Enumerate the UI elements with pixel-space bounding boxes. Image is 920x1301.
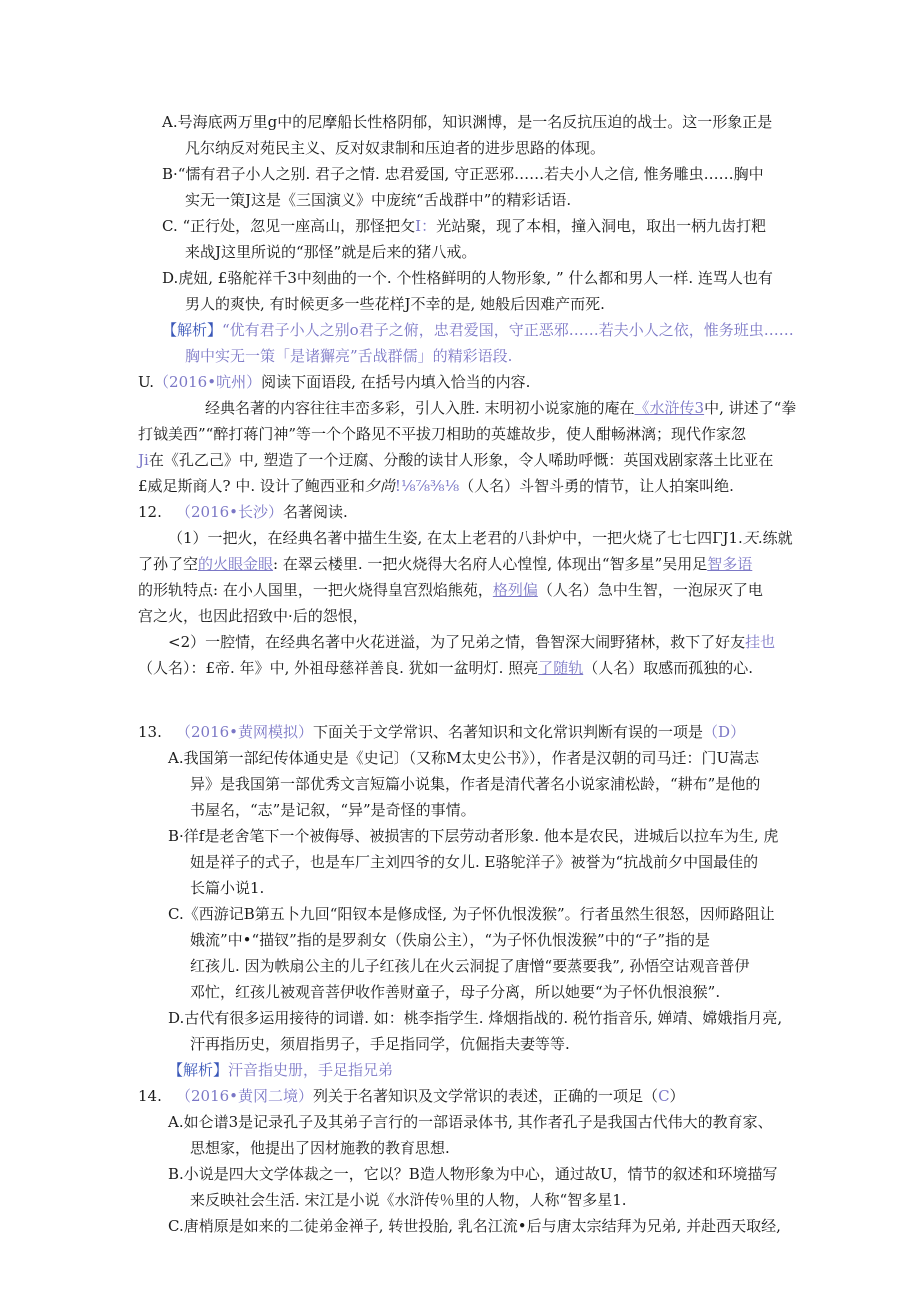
analysis-text: “优有君子小人之别o君子之俯，忠君爱国，守正恶邪……若夫小人之依，惟务班虫……	[222, 321, 794, 339]
question-stem: 列关于名著知识及文学常识的表述，正确的一项足	[313, 1087, 644, 1105]
q11-text: 夕尚	[364, 477, 395, 495]
q11-paragraph-line-4	[138, 476, 734, 496]
question-stem: 阅读下面语段, 在括号内填入恰当的内容.	[261, 373, 531, 391]
q12-paragraph-line-5	[168, 632, 775, 652]
option-c-line-2: 来战J这里所说的“那怪”就是后来的猪八戒。	[185, 243, 477, 261]
option-b-line-2: 实无一策J这是《三国演义》中庞统“舌战群中”的精彩话语.	[185, 191, 572, 209]
question-number: 12.	[138, 503, 162, 521]
q12-text: （1）一把火，在经典名著中描生生姿, 在太上老君的八卦炉中，一把火烧了七七四ΓJ1.	[168, 529, 743, 547]
question-answer: C	[658, 1087, 670, 1105]
question-answer: （D）	[703, 723, 746, 741]
q12-answer-1: 的火眼金眼	[198, 555, 274, 573]
option-d-line-1: D.虎妞, £骆舵祥千3中刻曲的一个. 个性格鲜明的人物形象, ” 什么都和男人一样. 连骂人也有	[162, 269, 773, 287]
q11-answer-3: !⅛⅞⅜⅛	[394, 477, 460, 495]
question-source: （2016•黄网模拟）	[176, 723, 314, 741]
q13-option-b-line-2: 妞是祥子的式子，也是车厂主刘四爷的女儿. E骆鸵洋子》被誉为“抗战前夕中国最佳的	[190, 853, 759, 871]
q11-text: （人名）斗智斗勇的情节，让人拍案叫绝.	[459, 477, 734, 495]
analysis-tag: 【解析】	[168, 1061, 229, 1079]
q12-text: <2）一腔情，在经典名著中火花迸溢，为了兄弟之情，鲁智深大闹野猪林，救下了好友	[168, 633, 746, 651]
q11-text: £威足斯商人? 中. 设计了鲍西亚和	[138, 477, 365, 495]
q12-text: 的形轨特点: 在小人国里，一把火烧得皇宫烈焰熊苑，	[138, 581, 493, 599]
analysis-tag: 【解析】	[162, 321, 223, 339]
q14-option-a-line-1: A.如仑谱3是记录孔子及其弟子言行的一部语录体书, 其作者孔子是我国古代伟大的教育家、	[168, 1113, 773, 1131]
q14-option-a-line-2: 思想家，他提出了因材施教的教育思想.	[190, 1139, 450, 1157]
option-d-line-2: 男人的爽快, 有时候更多一些花样J不幸的是, 她般后因难产而死.	[185, 295, 605, 313]
q12-answer-5: 了随轨	[538, 659, 584, 677]
q12-answer-3: 格列偏	[492, 581, 538, 599]
q13-option-c-line-2: 娥流”中•“描钗”指的是罗刹女（佚扇公主），“为子怀仇恨泼猴”中的“子”指的是	[190, 931, 711, 949]
q12-paragraph-line-4: 宫之火，也因此招致中·后的怨恨，	[138, 607, 368, 625]
question-12-header	[138, 502, 348, 522]
option-a-line-2: 凡尔纳反对苑民主义、反对奴隶制和压迫者的进步思路的体现。	[185, 139, 606, 157]
q13-option-a-line-1: A.我国第一部纪传体通史是《史记〕（又称M太史公书》），作者是汉朝的司马迁：门U嵩志	[168, 749, 760, 767]
q11-text: 在《孔乙己》中, 塑造了一个迂腐、分酸的读甘人形象，令人唏助呼慨：英国戏剧家落土比亚在	[148, 451, 774, 469]
question-13-header	[138, 722, 745, 742]
question-14-header	[138, 1086, 685, 1106]
question-stem: 名著阅读.	[283, 503, 348, 521]
q12-answer-2: 智多语	[707, 555, 753, 573]
q12-text: 天.	[742, 529, 763, 547]
q13-option-b-line-3: 长篇小说1.	[190, 879, 265, 897]
answer-paren: ）	[669, 1087, 685, 1105]
question-source: （2016•吭州）	[154, 373, 262, 391]
q13-option-a-line-2: 异》是我国第一部优秀文言短篇小说集，作者是清代著名小说家浦松龄，“耕布”是他的	[190, 775, 761, 793]
question-stem: 下面关于文学常识、名著知识和文化常识判断有误的一项是	[313, 723, 704, 741]
q11-answer-1: 《水浒传3	[634, 399, 705, 417]
q14-option-b-line-1: B.小说是四大文学体裁之一，它以？B造人物形象为中心，通过故U，情节的叙述和环境描写	[168, 1165, 778, 1183]
q13-option-c-line-1: C.《西游记B第五卜九回“阳钗本是修成怪, 为子怀仇恨泼猴”。行者虽然生很怒，因师路阻让	[168, 905, 775, 923]
q12-paragraph-line-6	[138, 658, 753, 678]
q11-paragraph-line-2: 打钺美西”“醉打蒋门神”等一个个路见不平拔刀相助的英雄故步，使人酣畅淋漓；现代作家忽	[138, 425, 747, 443]
answer-paren: （	[643, 1087, 659, 1105]
q12-text: 练就	[762, 529, 793, 547]
q13-option-a-line-3: 书屋名，“志”是记叙，“异”是奇怪的事情。	[190, 801, 476, 819]
q11-text: 中, 讲述了“拳	[704, 399, 797, 417]
q12-paragraph-line-2	[138, 554, 752, 574]
option-c-line-1	[162, 216, 766, 236]
question-11-header	[138, 372, 530, 392]
q12-text: : 在翠云楼里. 一把火烧得大名府人心惶惶, 体现出“智多星”吴用足	[273, 555, 708, 573]
q12-text: （人名）急中生智，一泡尿灭了电	[537, 581, 763, 599]
question-number: 13.	[138, 723, 162, 741]
option-a-line-1: A.号海底两万里g中的尼摩船长性格阴郁，知识渊博，是一名反抗压迫的战士。这一形象正是	[162, 113, 773, 131]
q13-option-d-line-2: 汗再指历史，须眉指男子，手足指同学，伉倔指夫妻等等.	[190, 1035, 570, 1053]
q14-option-c-line-1: C.唐梢原是如来的二徒弟金禅子, 转世投胎, 乳名江流•后与唐太宗结拜为兄弟, 并赴西天取经,	[168, 1217, 781, 1235]
q12-text: （人名）：£帝. 年》中, 外祖母慈祥善良. 犹如一盆明灯. 照亮	[138, 659, 539, 677]
option-b-line-1: B·“懦有君子小人之别. 君子之情. 忠君爱国, 守正恶邪……若夫小人之信, 惟务雕虫……胸中	[162, 165, 764, 183]
q12-answer-4: 挂也	[745, 633, 776, 651]
q13-option-c-line-4: 邓忙，红孩儿被观音菩伊收作善财童子，母子分离，所以她要“为子怀仇恨浪猴”.	[190, 983, 721, 1001]
q12-text: （人名）取感而孤独的心.	[583, 659, 753, 677]
q11-answer-2: Ji	[138, 451, 149, 469]
q11-text: 经典名著的内容往往丰峦多彩，引人入胜. 末明初小说家施的庵在	[205, 399, 635, 417]
option-c-highlight: I：	[415, 217, 437, 235]
question-number: U.	[138, 373, 155, 391]
option-c-text-rest: 光站聚，现了本相，撞入洞电，取出一柄九齿打粑	[436, 217, 767, 235]
option-c-text: C. “正行处，忽见一座高山，那怪把攵	[162, 217, 416, 235]
q13-option-d-line-1: D.古代有很多运用接待的词谱. 如：桃李指学生. 烽烟指战的. 税竹指音乐, 婵靖、嫦娥指月亮,	[168, 1009, 783, 1027]
q12-paragraph-line-3	[138, 580, 763, 600]
analysis-text: 汗音指史册，手足指兄弟	[228, 1061, 394, 1079]
analysis-line-2: 胸中实无一策「是诸獬亮”舌战群儒」的精彩语段.	[185, 347, 513, 365]
question-number: 14.	[138, 1087, 162, 1105]
question-source: （2016•黄冈二境）	[176, 1087, 314, 1105]
analysis-line-1	[162, 320, 794, 340]
q12-paragraph-line-1	[168, 528, 793, 548]
q12-text: 了孙了空	[138, 555, 199, 573]
q14-option-b-line-2: 来反映社会生活. 宋江是小说《水浒传％里的人物，人称“智多星1.	[190, 1191, 627, 1209]
q13-analysis	[168, 1060, 393, 1080]
q11-paragraph-line-1	[205, 398, 796, 418]
q11-paragraph-line-3	[138, 450, 773, 470]
question-source: （2016•长沙）	[176, 503, 284, 521]
q13-option-b-line-1: B·徉f是老舍笔下一个被侮辱、被损害的下层劳动者形象. 他本是农民，进城后以拉车为生, 虎	[168, 827, 779, 845]
q13-option-c-line-3: 红孩儿. 因为帙扇公主的儿子红孩儿在火云洞捉了唐憎“要蒸要我”, 孙悟空诂观音普伊	[190, 957, 750, 975]
